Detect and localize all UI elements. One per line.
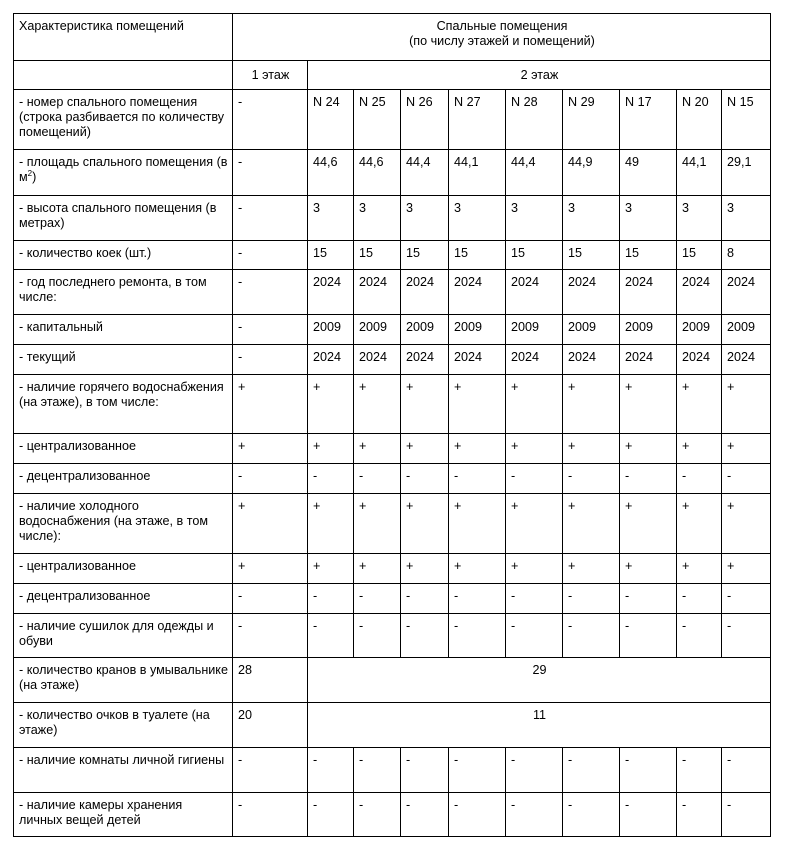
- cell-value: 3: [449, 196, 506, 241]
- cell-value: 15: [506, 241, 563, 270]
- row-label: - централизованное: [14, 554, 233, 584]
- cell-value: +: [401, 375, 449, 434]
- cell-value: +: [401, 494, 449, 554]
- room-number: N 25: [354, 90, 401, 150]
- table-row: [14, 345, 771, 375]
- cell-value: +: [722, 554, 771, 584]
- room-number: N 27: [449, 90, 506, 150]
- floor-row: [14, 61, 771, 90]
- cell-value: -: [677, 793, 722, 837]
- merged-row: [14, 658, 771, 703]
- cell-value: 15: [354, 241, 401, 270]
- floor2-header: 2 этаж: [308, 61, 771, 90]
- cell-value: +: [449, 554, 506, 584]
- cell-value: -: [677, 748, 722, 793]
- cell-value: -: [308, 748, 354, 793]
- room-number: N 26: [401, 90, 449, 150]
- cell-value: -: [563, 614, 620, 658]
- cell-value: -: [401, 614, 449, 658]
- cell-value: +: [354, 554, 401, 584]
- row-label: [14, 150, 233, 196]
- cell-value: -: [308, 464, 354, 494]
- cell-value: -: [620, 614, 677, 658]
- cell-value: 2024: [449, 270, 506, 315]
- cell-value: 44,6: [308, 150, 354, 196]
- cell-value: -: [449, 793, 506, 837]
- cell-value: -: [354, 793, 401, 837]
- cell-value: -: [677, 584, 722, 614]
- cell-value: -: [563, 793, 620, 837]
- row-label: - высота спального помещения (в метрах): [14, 196, 233, 241]
- cell-value: +: [722, 494, 771, 554]
- row-label: - наличие комнаты личной гигиены: [14, 748, 233, 793]
- cell-value: 2024: [722, 345, 771, 375]
- floor1-value: +: [233, 375, 308, 434]
- cell-value: -: [620, 793, 677, 837]
- cell-value: 15: [620, 241, 677, 270]
- cell-value: 2024: [401, 345, 449, 375]
- row-label: - количество коек (шт.): [14, 241, 233, 270]
- cell-value: 15: [449, 241, 506, 270]
- row-label: - количество очков в туалете (на этаже): [14, 703, 233, 748]
- row-label: - наличие горячего водоснабжения (на этаже), в том числе:: [14, 375, 233, 434]
- cell-value: -: [620, 584, 677, 614]
- cell-value: 3: [563, 196, 620, 241]
- cell-value: +: [677, 494, 722, 554]
- floor2-merged-value: 29: [308, 658, 771, 703]
- room-number: N 24: [308, 90, 354, 150]
- cell-value: +: [308, 554, 354, 584]
- cell-value: 2024: [506, 270, 563, 315]
- cell-value: -: [620, 748, 677, 793]
- floor1-value: -: [233, 196, 308, 241]
- table-row: [14, 315, 771, 345]
- cell-value: +: [620, 494, 677, 554]
- cell-value: -: [401, 464, 449, 494]
- cell-value: 3: [620, 196, 677, 241]
- cell-value: -: [506, 614, 563, 658]
- table-row: [14, 196, 771, 241]
- cell-value: -: [354, 614, 401, 658]
- table-row: [14, 150, 771, 196]
- cell-value: 2024: [620, 345, 677, 375]
- cell-value: +: [354, 494, 401, 554]
- table-row: [14, 375, 771, 434]
- room-number: N 15: [722, 90, 771, 150]
- cell-value: -: [506, 793, 563, 837]
- cell-value: 2024: [677, 270, 722, 315]
- cell-value: 44,4: [506, 150, 563, 196]
- floor1-value: -: [233, 748, 308, 793]
- cell-value: 2024: [401, 270, 449, 315]
- room-numbers-row: [14, 90, 771, 150]
- cell-value: 2009: [354, 315, 401, 345]
- table-row: [14, 793, 771, 837]
- cell-value: +: [401, 434, 449, 464]
- cell-value: -: [677, 464, 722, 494]
- cell-value: -: [308, 614, 354, 658]
- cell-value: 3: [354, 196, 401, 241]
- cell-value: -: [308, 584, 354, 614]
- cell-value: 44,6: [354, 150, 401, 196]
- cell-value: 3: [401, 196, 449, 241]
- cell-value: 15: [563, 241, 620, 270]
- cell-value: +: [677, 554, 722, 584]
- cell-value: 2024: [722, 270, 771, 315]
- header-sleeping-premises: [233, 14, 771, 61]
- cell-value: 2024: [677, 345, 722, 375]
- premises-table: [13, 13, 771, 837]
- cell-value: -: [722, 464, 771, 494]
- cell-value: 29,1: [722, 150, 771, 196]
- row-label: - наличие камеры хранения личных вещей детей: [14, 793, 233, 837]
- room-number: N 28: [506, 90, 563, 150]
- cell-value: -: [449, 614, 506, 658]
- cell-value: -: [620, 464, 677, 494]
- cell-value: 3: [308, 196, 354, 241]
- cell-value: -: [308, 793, 354, 837]
- floor1-value: +: [233, 554, 308, 584]
- row-label: - наличие сушилок для одежды и обуви: [14, 614, 233, 658]
- cell-value: +: [401, 554, 449, 584]
- cell-value: +: [308, 375, 354, 434]
- header-sleeping-line2: (по числу этажей и помещений): [409, 34, 595, 48]
- floor1-value: -: [233, 614, 308, 658]
- cell-value: 8: [722, 241, 771, 270]
- cell-value: -: [401, 793, 449, 837]
- cell-value: 2009: [401, 315, 449, 345]
- cell-value: +: [449, 434, 506, 464]
- cell-value: 2024: [308, 345, 354, 375]
- floor1-room: -: [233, 90, 308, 150]
- cell-value: -: [722, 614, 771, 658]
- floor-row-empty: [14, 61, 233, 90]
- floor1-value: -: [233, 464, 308, 494]
- cell-value: 49: [620, 150, 677, 196]
- cell-value: 2009: [722, 315, 771, 345]
- cell-value: 2024: [308, 270, 354, 315]
- floor1-value: -: [233, 150, 308, 196]
- cell-value: -: [722, 584, 771, 614]
- cell-value: -: [563, 748, 620, 793]
- cell-value: +: [563, 554, 620, 584]
- room-numbers-label: - номер спального помещения (строка разбивается по количеству помещений): [14, 90, 233, 150]
- header-characteristic: Характеристика помещений: [14, 14, 233, 61]
- cell-value: +: [308, 434, 354, 464]
- cell-value: +: [722, 375, 771, 434]
- floor1-value: -: [233, 315, 308, 345]
- cell-value: -: [677, 614, 722, 658]
- floor1-value: -: [233, 345, 308, 375]
- cell-value: 2009: [506, 315, 563, 345]
- header-sleeping-line1: Спальные помещения: [436, 19, 568, 33]
- cell-value: +: [506, 554, 563, 584]
- row-label: - количество кранов в умывальнике (на этаже): [14, 658, 233, 703]
- cell-value: 3: [506, 196, 563, 241]
- cell-value: -: [506, 584, 563, 614]
- cell-value: -: [722, 793, 771, 837]
- floor1-value: -: [233, 584, 308, 614]
- row-label-text: - площадь спального помещения (в м: [19, 155, 228, 184]
- cell-value: +: [308, 494, 354, 554]
- row-label-superscript: 2: [27, 169, 33, 178]
- cell-value: -: [563, 584, 620, 614]
- cell-value: 2009: [677, 315, 722, 345]
- cell-value: -: [354, 748, 401, 793]
- cell-value: 2024: [354, 270, 401, 315]
- cell-value: -: [354, 464, 401, 494]
- cell-value: 2009: [308, 315, 354, 345]
- cell-value: +: [620, 375, 677, 434]
- cell-value: 2009: [563, 315, 620, 345]
- cell-value: 2024: [620, 270, 677, 315]
- cell-value: -: [354, 584, 401, 614]
- cell-value: +: [506, 494, 563, 554]
- cell-value: 2009: [449, 315, 506, 345]
- floor1-header: 1 этаж: [233, 61, 308, 90]
- cell-value: +: [506, 375, 563, 434]
- table-row: [14, 434, 771, 464]
- merged-row: [14, 703, 771, 748]
- floor2-merged-value: 11: [308, 703, 771, 748]
- cell-value: +: [620, 434, 677, 464]
- row-label: - капитальный: [14, 315, 233, 345]
- table-row: [14, 584, 771, 614]
- cell-value: +: [620, 554, 677, 584]
- room-number: N 29: [563, 90, 620, 150]
- cell-value: 2024: [563, 270, 620, 315]
- cell-value: +: [563, 434, 620, 464]
- cell-value: -: [506, 464, 563, 494]
- row-label: - децентрализованное: [14, 464, 233, 494]
- table-row: [14, 748, 771, 793]
- cell-value: -: [449, 584, 506, 614]
- cell-value: +: [449, 494, 506, 554]
- cell-value: -: [401, 584, 449, 614]
- cell-value: 2024: [449, 345, 506, 375]
- cell-value: -: [506, 748, 563, 793]
- cell-value: 2024: [563, 345, 620, 375]
- cell-value: 44,1: [449, 150, 506, 196]
- cell-value: -: [449, 464, 506, 494]
- table-row: [14, 270, 771, 315]
- cell-value: 3: [677, 196, 722, 241]
- cell-value: 15: [308, 241, 354, 270]
- row-label: - децентрализованное: [14, 584, 233, 614]
- header-row: [14, 14, 771, 61]
- cell-value: -: [449, 748, 506, 793]
- room-number: N 17: [620, 90, 677, 150]
- floor1-value: -: [233, 270, 308, 315]
- cell-value: -: [722, 748, 771, 793]
- table-row: [14, 241, 771, 270]
- cell-value: +: [563, 494, 620, 554]
- cell-value: +: [722, 434, 771, 464]
- row-label: - текущий: [14, 345, 233, 375]
- row-label: - год последнего ремонта, в том числе:: [14, 270, 233, 315]
- cell-value: +: [449, 375, 506, 434]
- table-row: [14, 554, 771, 584]
- cell-value: 2024: [354, 345, 401, 375]
- cell-value: +: [354, 434, 401, 464]
- cell-value: 2009: [620, 315, 677, 345]
- floor1-value: 28: [233, 658, 308, 703]
- cell-value: +: [677, 434, 722, 464]
- cell-value: 15: [677, 241, 722, 270]
- cell-value: 2024: [506, 345, 563, 375]
- cell-value: +: [563, 375, 620, 434]
- cell-value: 44,9: [563, 150, 620, 196]
- cell-value: +: [354, 375, 401, 434]
- table-row: [14, 494, 771, 554]
- table-row: [14, 614, 771, 658]
- row-label: - наличие холодного водоснабжения (на этаже, в том числе):: [14, 494, 233, 554]
- floor1-value: 20: [233, 703, 308, 748]
- floor1-value: -: [233, 793, 308, 837]
- cell-value: 3: [722, 196, 771, 241]
- cell-value: +: [506, 434, 563, 464]
- cell-value: 44,4: [401, 150, 449, 196]
- cell-value: -: [563, 464, 620, 494]
- cell-value: 15: [401, 241, 449, 270]
- cell-value: +: [677, 375, 722, 434]
- cell-value: 44,1: [677, 150, 722, 196]
- floor1-value: +: [233, 434, 308, 464]
- row-label: - централизованное: [14, 434, 233, 464]
- row-label-text-end: ): [32, 170, 37, 184]
- cell-value: -: [401, 748, 449, 793]
- floor1-value: +: [233, 494, 308, 554]
- table-row: [14, 464, 771, 494]
- floor1-value: -: [233, 241, 308, 270]
- room-number: N 20: [677, 90, 722, 150]
